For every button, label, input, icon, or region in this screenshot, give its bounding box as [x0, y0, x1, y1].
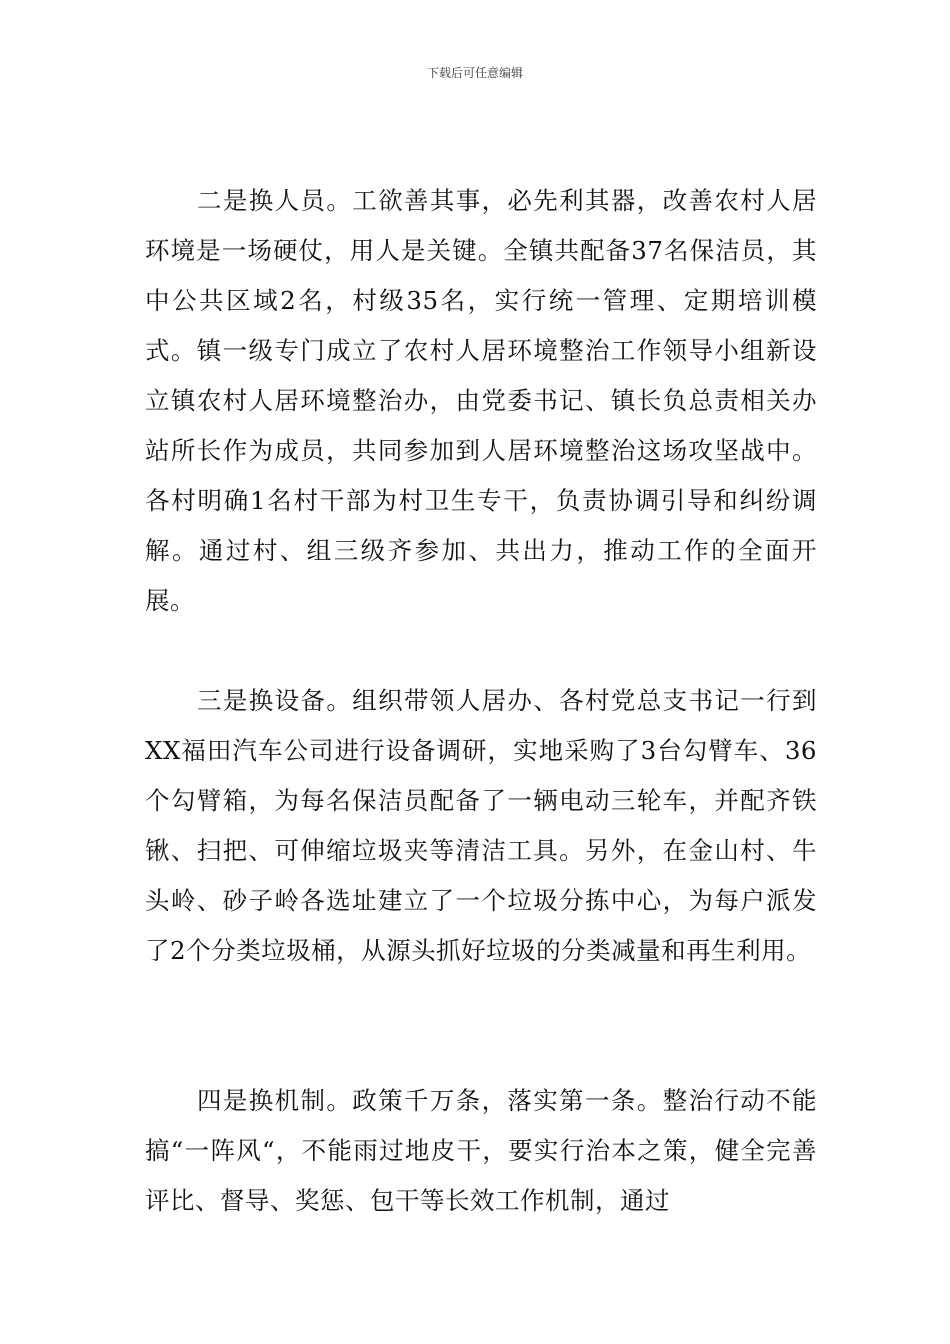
paragraph-equipment: 三是换设备。组织带领人居办、各村党总支书记一行到XX福田汽车公司进行设备调研，实地采购了3台勾臂车、36个勾臂箱，为每名保洁员配备了一辆电动三轮车，并配齐铁锹、扫把、可伸缩垃圾夹等清洁工具。另外，在金山村、牛头岭、砂子岭各选址建立了一个垃圾分拣中心，为每户派发了2个分类垃圾桶，从源头抓好垃圾的分类减量和再生利用。	[145, 686, 817, 965]
paragraph-personnel: 二是换人员。工欲善其事，必先利其器，改善农村人居环境是一场硬仗，用人是关键。全镇共配备37名保洁员，其中公共区域2名，村级35名，实行统一管理、定期培训模式。镇一级专门成立了农村人居环境整治工作领导小组新设立镇农村人居环境整治办，由党委书记、镇长负总责相关办站所长作为成员，共同参加到人居环境整治这场攻坚战中。各村明确1名村干部为村卫生专干，负责协调引导和纠纷调解。通过村、组三级齐参加、共出力，推动工作的全面开展。	[145, 186, 817, 615]
paragraph-mechanism: 四是换机制。政策千万条，落实第一条。整治行动不能搞“一阵风“，不能雨过地皮干，要实行治本之策，健全完善评比、督导、奖惩、包干等长效工作机制，通过	[145, 1086, 817, 1215]
page-header: 下载后可任意编辑	[426, 66, 523, 80]
